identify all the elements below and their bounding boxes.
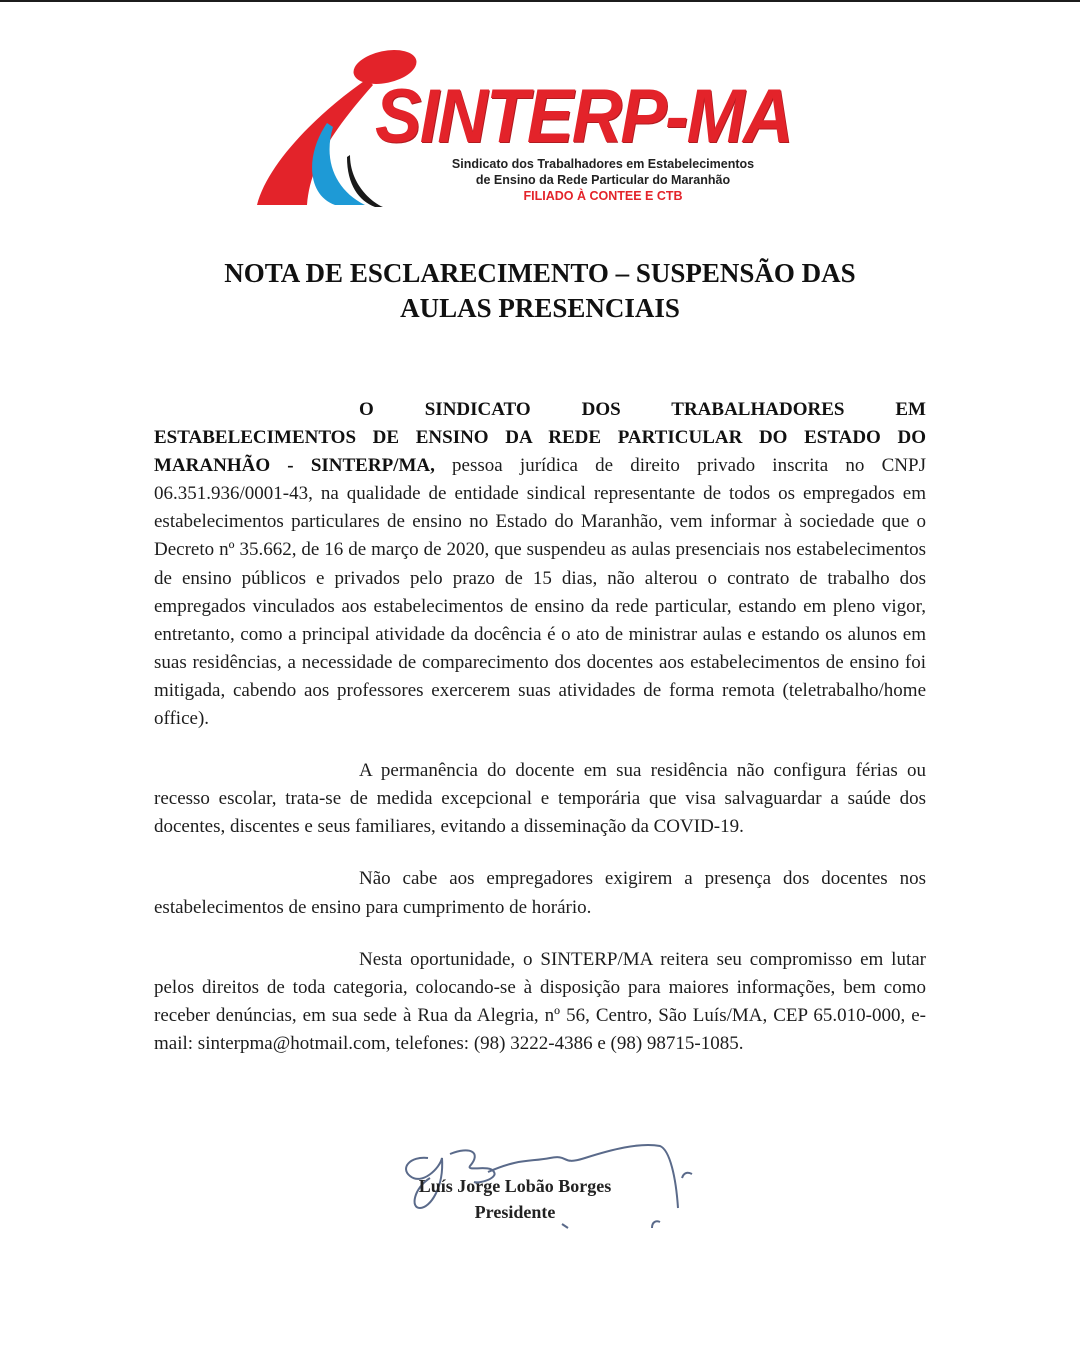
logo-subtitle-line1: Sindicato dos Trabalhadores em Estabelecimentos <box>451 157 755 171</box>
paragraph-2: A permanência do docente em sua residência não configura férias ou recesso escolar, trata-se de medida excepcional e temporária que visa salvaguardar a saúde dos docentes, discentes e seus familiares, evitando a disseminação da COVID-19. <box>154 760 926 838</box>
logo-affiliation: FILIADO À CONTEE E CTB <box>523 189 683 203</box>
paragraph-1-text: pessoa jurídica de direito privado inscrita no CNPJ 06.351.936/0001-43, na qualidade de entidade sindical representante de todos os empregados em estabelecimentos particulares de ensino no Estado do Maranhão, vem informar à sociedade que o Decreto nº 35.662, de 16 de março de 2020, que suspendeu as aulas presenciais nos estabelecimentos de ensino públicos e privados pelo prazo de 15 dias, não alterou o contrato de trabalho dos empregados vinculados aos estabelecimentos de ensino da rede particular, estando em pleno vigor, entretanto, como a principal atividade da docência é o ato de ministrar aulas e estando os alunos em suas residências, a necessidade de comparecimento dos docentes aos estabelecimentos de ensino foi mitigada, cabendo aos professores exercerem suas atividades de forma remota (teletrabalho/home office). <box>154 455 926 730</box>
logo-wordmark: SINTERP-MA <box>375 74 792 159</box>
title-line-1: NOTA DE ESCLARECIMENTO – SUSPENSÃO DAS <box>224 258 856 288</box>
sinterp-ma-logo <box>255 45 845 215</box>
signatory-role: Presidente <box>474 1202 556 1222</box>
signature-block <box>370 1128 710 1238</box>
signatory-name: Luís Jorge Lobão Borges <box>418 1176 612 1196</box>
logo-subtitle-line2: de Ensino da Rede Particular do Maranhão <box>475 173 731 187</box>
document-title <box>150 256 930 326</box>
top-border <box>0 0 1080 2</box>
paragraph-1 <box>154 396 926 733</box>
paragraph-4: Nesta oportunidade, o SINTERP/MA reitera seu compromisso em lutar pelos direitos de toda categoria, colocando-se à disposição para maiores informações, bem como receber denúncias, em sua sede à Rua da Alegria, nº 56, Centro, São Luís/MA, CEP 65.010-000, e-mail: sinterpma@hotmail.com, telefones: (98) 3222-4386 e (98) 98715-1085. <box>154 948 926 1054</box>
paragraph-3: Não cabe aos empregadores exigirem a presença dos docentes nos estabelecimentos de ensino para cumprimento de horário. <box>154 868 926 918</box>
title-line-2: AULAS PRESENCIAIS <box>400 293 680 323</box>
document-body <box>154 396 926 1058</box>
paragraph-1-bold: O SINDICATO DOS TRABALHADORES EM ESTABELECIMENTOS DE ENSINO DA REDE PARTICULAR DO ESTADO DO MARANHÃO - SINTERP/MA, <box>154 399 926 477</box>
